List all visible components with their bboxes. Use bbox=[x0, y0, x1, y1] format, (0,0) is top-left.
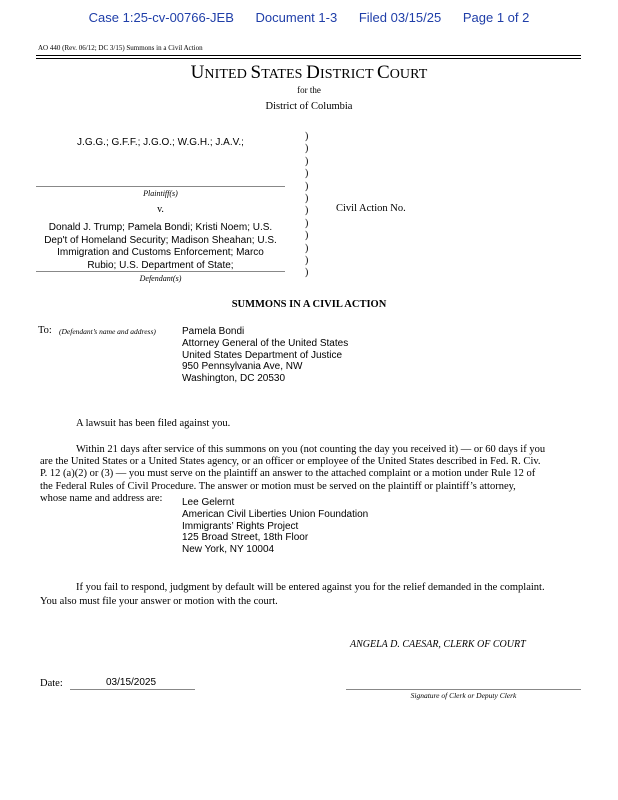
ecf-header bbox=[0, 10, 618, 25]
header-rule-2 bbox=[36, 58, 581, 59]
plaintiffs-line bbox=[36, 186, 285, 187]
court-title-part: ISTRICT bbox=[320, 67, 377, 82]
court-title bbox=[0, 62, 618, 84]
civil-action-label: Civil Action No. bbox=[336, 203, 406, 214]
date-line bbox=[70, 689, 195, 690]
defendant-address bbox=[182, 326, 348, 385]
attorney-address bbox=[182, 497, 368, 556]
response-paragraph bbox=[40, 444, 545, 505]
paragraph-line: You also must file your answer or motion with the court. bbox=[40, 595, 278, 607]
form-identifier: AO 440 (Rev. 06/12; DC 3/15) Summons in a Civil Action bbox=[38, 44, 203, 52]
address-line: Washington, DC 20530 bbox=[182, 373, 286, 385]
filed-date: Filed 03/15/25 bbox=[358, 10, 442, 25]
defendants-names bbox=[36, 222, 285, 272]
header-rule-1 bbox=[36, 55, 581, 56]
court-title-part: TATES bbox=[261, 67, 307, 82]
paragraph-line: the Federal Rules of Civil Procedure. The answer or motion must be served on the plaintiff or plaintiff’s attorney, bbox=[40, 480, 516, 492]
defendants-label: Defendant(s) bbox=[139, 274, 182, 283]
document-number: Document 1-3 bbox=[255, 10, 338, 25]
address-line: Attorney General of the United States bbox=[182, 337, 349, 349]
address-line: Immigrants’ Rights Project bbox=[182, 520, 299, 532]
date-value: 03/15/2025 bbox=[106, 677, 157, 688]
paragraph-line: If you fail to respond, judgment by default will be entered against you for the relief demanded in the complaint. bbox=[76, 582, 545, 593]
to-label: To: bbox=[38, 325, 52, 336]
signature-label: Signature of Clerk or Deputy Clerk bbox=[410, 691, 517, 700]
paragraph-line: are the United States or a United States agency, or an officer or employee of the United States described in Fed. R. Civ. bbox=[40, 456, 541, 468]
defendants-line: Immigration and Customs Enforcement; Marco bbox=[57, 247, 264, 258]
clerk-name: ANGELA D. CAESAR, CLERK OF COURT bbox=[350, 639, 526, 650]
paragraph-line: Within 21 days after service of this summons on you (not counting the day you received it) — or 60 days if you bbox=[76, 444, 546, 455]
court-title-part: NITED bbox=[204, 67, 251, 82]
court-title-part: C bbox=[376, 62, 390, 83]
lawsuit-line: A lawsuit has been filed against you. bbox=[76, 418, 231, 429]
page-indicator: Page 1 of 2 bbox=[462, 10, 530, 25]
address-line: Lee Gelernt bbox=[182, 497, 235, 508]
address-line: United States Department of Justice bbox=[182, 349, 343, 361]
address-line: Pamela Bondi bbox=[182, 326, 245, 337]
court-title-part: S bbox=[250, 62, 262, 83]
paragraph-line: whose name and address are: bbox=[40, 492, 163, 504]
signature-line bbox=[346, 689, 581, 690]
paragraph-line: P. 12 (a)(2) or (3) — you must serve on the plaintiff an answer to the attached complaint or a motion under Rule 12 of bbox=[40, 468, 536, 480]
address-line: New York, NY 10004 bbox=[182, 544, 275, 556]
court-title-part: D bbox=[306, 62, 320, 83]
court-title-part: OURT bbox=[389, 67, 428, 82]
to-hint: (Defendant’s name and address) bbox=[59, 327, 156, 336]
caption-parentheses: ) ) ) ) ) ) ) ) ) ) ) ) bbox=[305, 131, 309, 279]
defendants-line: Dep't of Homeland Security; Madison Sheahan; U.S. bbox=[44, 234, 277, 246]
court-title-part: U bbox=[190, 62, 205, 83]
for-the-text: for the bbox=[297, 85, 321, 95]
defendants-line-rule bbox=[36, 271, 285, 272]
address-line: 125 Broad Street, 18th Floor bbox=[182, 532, 309, 544]
plaintiffs-names: J.G.G.; G.F.F.; J.G.O.; W.G.H.; J.A.V.; bbox=[77, 137, 244, 148]
summons-title: SUMMONS IN A CIVIL ACTION bbox=[231, 299, 387, 310]
address-line: 950 Pennsylvania Ave, NW bbox=[182, 361, 303, 373]
plaintiffs-label: Plaintiff(s) bbox=[143, 189, 178, 198]
versus-text: v. bbox=[157, 204, 164, 215]
defendants-line: Rubio; U.S. Department of State; bbox=[87, 259, 234, 271]
district-name: District of Columbia bbox=[265, 101, 353, 112]
case-number: Case 1:25-cv-00766-JEB bbox=[88, 10, 234, 25]
default-paragraph bbox=[40, 581, 545, 608]
date-label: Date: bbox=[40, 678, 63, 689]
address-line: American Civil Liberties Union Foundation bbox=[182, 508, 369, 520]
defendants-line: Donald J. Trump; Pamela Bondi; Kristi Noem; U.S. bbox=[48, 222, 273, 233]
